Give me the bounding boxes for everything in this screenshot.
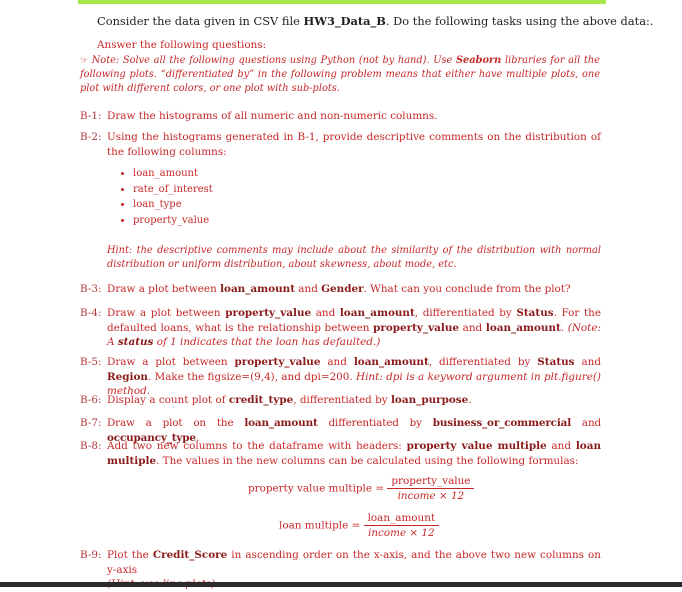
question-b7: Draw a plot on the loan_amount differentiated by business_or_commercial and occupancy_type. [107, 417, 601, 444]
top-accent-bar [78, 0, 606, 4]
question-label-b9: B-9: [80, 549, 102, 561]
question-b5: Draw a plot between property_value and loan_amount, differentiated by Status and Region. Make the figsize=(9,4), and dpi=200. Hint: dpi is a keyword argument in plt.figure() method. [107, 356, 601, 397]
question-label-b5: B-5: [80, 356, 102, 368]
formula-loan-multiple: loan multiple = $\frac{\text{loan\_amount}}{\text{income × 12}}$ [279, 512, 439, 539]
question-b4: Draw a plot between property_value and loan_amount, differentiated by Status. For the defaulted loans, what is the relationship between property_value and loan_amount. (Note: A status of 1 indicates that the loan has defaulted.) [107, 307, 602, 348]
question-b2: Using the histograms generated in B-1, provide descriptive comments on the distribution of the following columns: [107, 131, 601, 158]
question-label-b4: B-4: [80, 307, 102, 319]
question-b8: Add two new columns to the dataframe with headers: property value multiple and loan multiple. The values in the new columns can be calculated using the following formulas: [107, 440, 601, 467]
intro-text: Consider the data given in CSV file HW3_Data_B. Do the following tasks using the above data:. [97, 14, 654, 28]
question-b9: Plot the Credit_Score in ascending order on the x-axis, and the above two new columns on y-axis [107, 549, 601, 576]
dataset-file-name: HW3_Data_B [303, 14, 386, 28]
list-item: • rate_of_interest [133, 182, 213, 198]
hint-b2: Hint: the descriptive comments may include about the similarity of the distribution with normal distribution or uniform distribution, about skewness, about mode, etc. [107, 245, 601, 270]
question-b6: Display a count plot of credit_type, differentiated by loan_purpose. [107, 394, 472, 406]
question-b1: Draw the histograms of all numeric and non-numeric columns. [107, 110, 438, 122]
question-b3: Draw a plot between loan_amount and Gender. What can you conclude from the plot? [107, 283, 571, 295]
list-item: • loan_amount [133, 166, 213, 182]
list-item: • property_value [133, 213, 213, 229]
question-label-b8: B-8: [80, 440, 102, 452]
pointing-hand-icon: ☞ [80, 56, 89, 66]
question-label-b7: B-7: [80, 417, 102, 429]
bottom-edge-bar [0, 582, 682, 587]
question-label-b2: B-2: [80, 131, 102, 143]
column-list [118, 166, 213, 228]
formula-property-value-multiple: property value multiple = $\frac{\text{property\_value}}{\text{income × 12}}$ [248, 475, 474, 502]
note-paragraph: ☞ Note: Solve all the following questions using Python (not by hand). Use Seaborn libraries for all the following plots. “differentiated by” in the following problem means that either have multiple plots, one plot with different colors, or one plot with sub-plots. [80, 55, 600, 94]
question-label-b6: B-6: [80, 394, 102, 406]
question-label-b3: B-3: [80, 283, 102, 295]
question-label-b1: B-1: [80, 110, 102, 122]
list-item: • loan_type [133, 197, 213, 213]
answer-heading: Answer the following questions: [97, 39, 267, 51]
